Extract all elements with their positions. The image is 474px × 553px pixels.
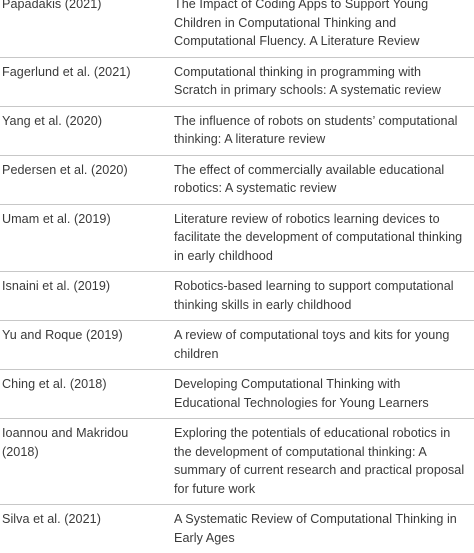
title-cell: A Systematic Review of Computational Thinking in Early Ages <box>174 512 457 545</box>
author-cell: Papadakis (2021) <box>2 0 102 11</box>
table-row <box>0 321 474 370</box>
table-row <box>0 419 474 505</box>
title-cell: Robotics-based learning to support computational thinking skills in early childhood <box>174 279 454 312</box>
author-cell: Ching et al. (2018) <box>2 377 107 391</box>
table-row <box>0 156 474 205</box>
title-cell: Literature review of robotics learning devices to facilitate the development of computational thinking in early childhood <box>174 211 463 263</box>
table-row <box>0 505 474 553</box>
title-cell: Exploring the potentials of educational robotics in the development of computational thinking: A summary of current research and practical proposal for future work <box>174 426 465 496</box>
author-cell: Pedersen et al. (2020) <box>2 162 128 177</box>
table-row <box>0 272 474 321</box>
title-cell: A review of computational toys and kits for young children <box>174 328 450 361</box>
table-row <box>0 58 474 107</box>
author-cell: Silva et al. (2021) <box>2 512 101 526</box>
table-row <box>0 370 474 419</box>
author-cell: Isnaini et al. (2019) <box>2 279 111 293</box>
title-cell: Computational thinking in programming with Scratch in primary schools: A systematic review <box>174 64 441 97</box>
author-cell: Fagerlund et al. (2021) <box>2 64 131 79</box>
title-cell: Developing Computational Thinking with Educational Technologies for Young Learners <box>174 377 429 410</box>
title-cell: The influence of robots on students’ computational thinking: A literature review <box>174 113 458 146</box>
table-row <box>0 107 474 156</box>
table-row <box>0 205 474 273</box>
author-cell: Yang et al. (2020) <box>2 113 103 128</box>
title-cell: The effect of commercially available educational robotics: A systematic review <box>174 162 445 195</box>
table-row <box>0 0 474 58</box>
author-cell: Umam et al. (2019) <box>2 211 111 226</box>
author-cell: Ioannou and Makridou (2018) <box>2 426 129 459</box>
title-cell: The Impact of Coding Apps to Support Young Children in Computational Thinking and Computational Fluency. A Literature Review <box>174 0 429 48</box>
author-cell: Yu and Roque (2019) <box>2 328 123 342</box>
